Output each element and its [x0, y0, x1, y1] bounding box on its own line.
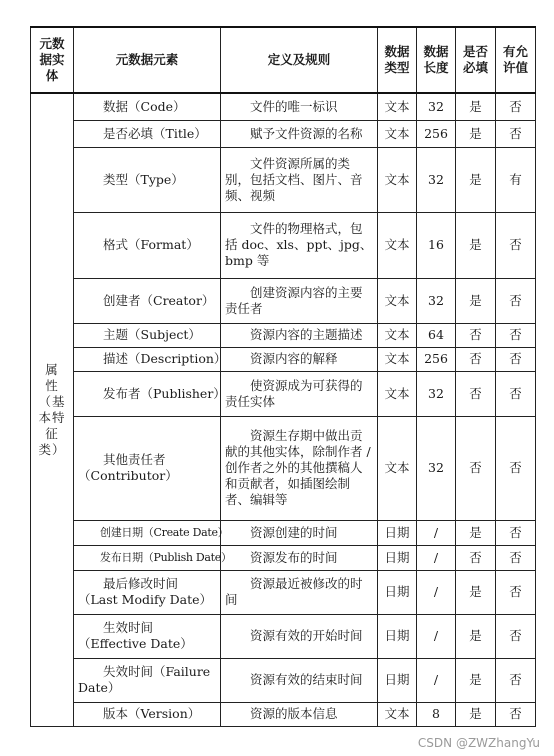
element-cell: 创建日期（Create Date） [74, 520, 221, 545]
type-cell: 日期 [378, 570, 417, 614]
element-cell: 最后修改时间（Last Modify Date） [74, 570, 221, 614]
table-row [31, 278, 536, 323]
definition-cell: 资源最近被修改的时间 [221, 570, 378, 614]
length-cell: / [417, 658, 456, 702]
required-cell: 否 [456, 416, 496, 520]
element-cell: 发布者（Publisher） [74, 371, 221, 416]
length-cell: / [417, 614, 456, 658]
element-cell: 描述（Description） [74, 347, 221, 371]
element-cell: 失效时间（Failure Date） [74, 658, 221, 702]
type-cell: 文本 [378, 120, 417, 147]
element-cell: 格式（Format） [74, 212, 221, 278]
element-cell: 生效时间（Effective Date） [74, 614, 221, 658]
element-cell: 版本（Version） [74, 702, 221, 726]
type-cell: 文本 [378, 278, 417, 323]
definition-cell: 使资源成为可获得的责任实体 [221, 371, 378, 416]
element-cell: 主题（Subject） [74, 323, 221, 347]
required-cell: 是 [456, 658, 496, 702]
table-row [31, 371, 536, 416]
table-row [31, 570, 536, 614]
type-cell: 文本 [378, 212, 417, 278]
type-cell: 文本 [378, 323, 417, 347]
definition-cell: 创建资源内容的主要责任者 [221, 278, 378, 323]
allowed-cell: 否 [496, 347, 536, 371]
element-cell: 数据（Code） [74, 93, 221, 120]
allowed-cell: 否 [496, 278, 536, 323]
type-cell: 文本 [378, 147, 417, 212]
definition-cell: 资源的版本信息 [221, 702, 378, 726]
table-header-row [31, 27, 536, 93]
header-data-length: 数据长度 [417, 27, 456, 93]
required-cell: 是 [456, 278, 496, 323]
allowed-cell: 否 [496, 93, 536, 120]
definition-cell: 资源创建的时间 [221, 520, 378, 545]
allowed-cell: 有 [496, 147, 536, 212]
allowed-cell: 否 [496, 212, 536, 278]
definition-cell: 资源有效的开始时间 [221, 614, 378, 658]
element-cell: 其他责任者（Contributor） [74, 416, 221, 520]
type-cell: 文本 [378, 347, 417, 371]
table-row [31, 702, 536, 726]
header-allowed-values: 有允许值 [496, 27, 536, 93]
definition-cell: 文件资源所属的类别，包括文档、图片、音频、视频 [221, 147, 378, 212]
type-cell: 日期 [378, 614, 417, 658]
table-row [31, 120, 536, 147]
table-row [31, 520, 536, 545]
allowed-cell: 否 [496, 416, 536, 520]
required-cell: 否 [456, 323, 496, 347]
table-row [31, 147, 536, 212]
length-cell: 32 [417, 147, 456, 212]
definition-cell: 资源发布的时间 [221, 545, 378, 570]
definition-cell: 文件的唯一标识 [221, 93, 378, 120]
header-entity: 元数据实体 [31, 27, 74, 93]
length-cell: 8 [417, 702, 456, 726]
table-row [31, 212, 536, 278]
table-row [31, 614, 536, 658]
header-element: 元数据元素 [74, 27, 221, 93]
length-cell: / [417, 520, 456, 545]
type-cell: 日期 [378, 520, 417, 545]
allowed-cell: 否 [496, 614, 536, 658]
required-cell: 否 [456, 371, 496, 416]
allowed-cell: 否 [496, 520, 536, 545]
required-cell: 是 [456, 614, 496, 658]
definition-cell: 资源生存期中做出贡献的其他实体，除制作者 / 创作者之外的其他撰稿人和贡献者，如插图绘制者、编辑等 [221, 416, 378, 520]
type-cell: 文本 [378, 93, 417, 120]
entity-cell: 属 性（基本特 征类） [31, 93, 74, 726]
table-row [31, 93, 536, 120]
allowed-cell: 否 [496, 120, 536, 147]
table-row [31, 347, 536, 371]
required-cell: 否 [456, 347, 496, 371]
allowed-cell: 否 [496, 570, 536, 614]
definition-cell: 赋予文件资源的名称 [221, 120, 378, 147]
table-row [31, 416, 536, 520]
required-cell: 是 [456, 212, 496, 278]
type-cell: 日期 [378, 545, 417, 570]
allowed-cell: 否 [496, 545, 536, 570]
length-cell: 32 [417, 371, 456, 416]
length-cell: 256 [417, 347, 456, 371]
element-cell: 创建者（Creator） [74, 278, 221, 323]
watermark-text: CSDN @ZWZhangYu [417, 736, 540, 750]
required-cell: 是 [456, 570, 496, 614]
length-cell: 64 [417, 323, 456, 347]
length-cell: 16 [417, 212, 456, 278]
length-cell: 32 [417, 278, 456, 323]
required-cell: 是 [456, 93, 496, 120]
type-cell: 文本 [378, 702, 417, 726]
metadata-table [30, 26, 536, 727]
element-cell: 发布日期（Publish Date） [74, 545, 221, 570]
length-cell: / [417, 570, 456, 614]
table-row [31, 323, 536, 347]
allowed-cell: 否 [496, 658, 536, 702]
table-row [31, 545, 536, 570]
length-cell: 32 [417, 93, 456, 120]
definition-cell: 资源内容的主题描述 [221, 323, 378, 347]
element-cell: 类型（Type） [74, 147, 221, 212]
required-cell: 是 [456, 702, 496, 726]
definition-cell: 资源有效的结束时间 [221, 658, 378, 702]
allowed-cell: 否 [496, 323, 536, 347]
definition-cell: 文件的物理格式，包括 doc、xls、ppt、jpg、bmp 等 [221, 212, 378, 278]
length-cell: / [417, 545, 456, 570]
table-row [31, 658, 536, 702]
type-cell: 文本 [378, 371, 417, 416]
required-cell: 是 [456, 520, 496, 545]
element-cell: 是否必填（Title） [74, 120, 221, 147]
required-cell: 否 [456, 545, 496, 570]
allowed-cell: 否 [496, 702, 536, 726]
length-cell: 32 [417, 416, 456, 520]
type-cell: 日期 [378, 658, 417, 702]
type-cell: 文本 [378, 416, 417, 520]
required-cell: 是 [456, 147, 496, 212]
header-definition: 定义及规则 [221, 27, 378, 93]
allowed-cell: 否 [496, 371, 536, 416]
required-cell: 是 [456, 120, 496, 147]
length-cell: 256 [417, 120, 456, 147]
header-data-type: 数据类型 [378, 27, 417, 93]
header-required: 是否必填 [456, 27, 496, 93]
definition-cell: 资源内容的解释 [221, 347, 378, 371]
